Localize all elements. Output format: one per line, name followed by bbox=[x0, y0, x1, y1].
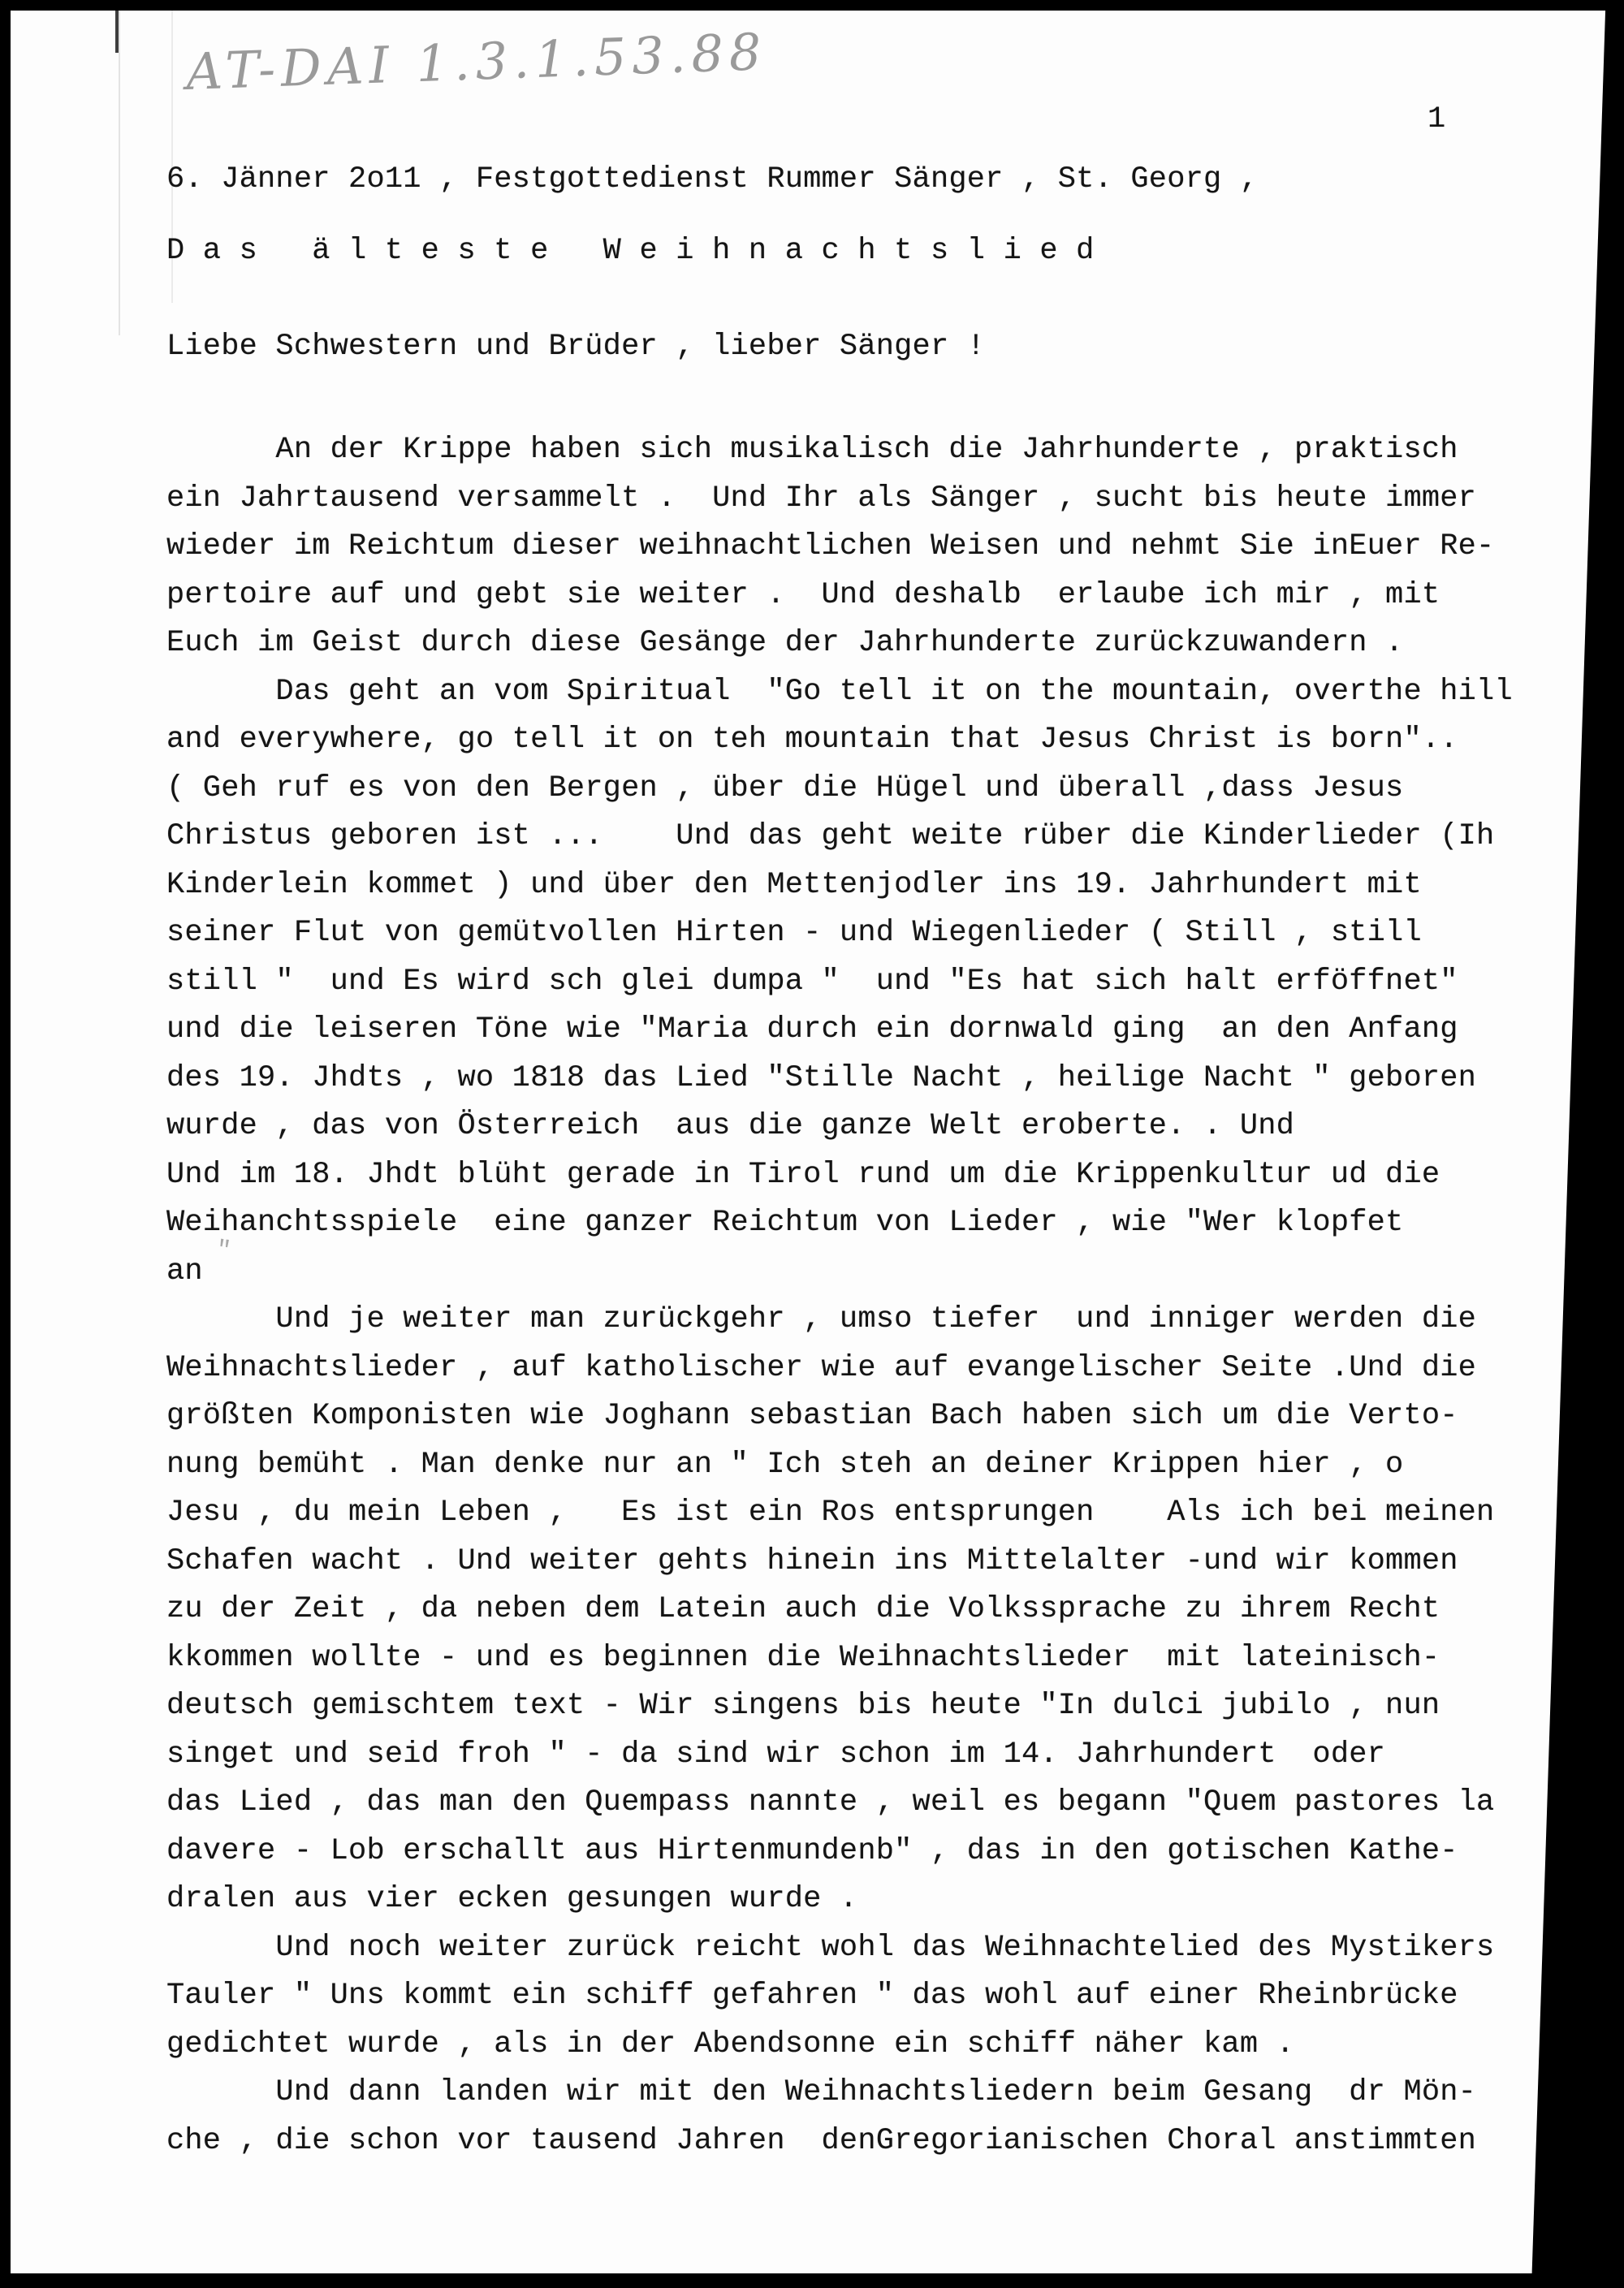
faint-pencil-quote-mark: " bbox=[214, 1236, 233, 1267]
typescript-line: Christus geboren ist ... Und das geht weite rüber die Kinderlieder (Ih bbox=[166, 819, 1495, 853]
typescript-line: das Lied , das man den Quempass nannte , weil es begann "Quem pastores la bbox=[166, 1785, 1495, 1820]
typescript-line: gedichtet wurde , als in der Abendsonne ein schiff näher kam . bbox=[166, 2027, 1295, 2061]
scan-border-right bbox=[1502, 0, 1624, 2288]
typescript-line: Weihanchtsspiele eine ganzer Reichtum von Lieder , wie "Wer klopfet bbox=[166, 1206, 1404, 1240]
scan-streak bbox=[119, 11, 120, 335]
typescript-line: an bbox=[166, 1254, 203, 1289]
typescript-body bbox=[166, 426, 1513, 2165]
date-line: 6. Jänner 2o11 , Festgottedienst Rummer Sänger , St. Georg , bbox=[166, 162, 1259, 196]
typescript-line: größten Komponisten wie Joghann sebastian Bach haben sich um die Verto- bbox=[166, 1399, 1458, 1433]
typescript-line: singet und seid froh " - da sind wir schon im 14. Jahrhundert oder bbox=[166, 1737, 1386, 1772]
typescript-line: nung bemüht . Man denke nur an " Ich steh an deiner Krippen hier , o bbox=[166, 1447, 1404, 1482]
typescript-line: ein Jahrtausend versammelt . Und Ihr als Sänger , sucht bis heute immer bbox=[166, 481, 1477, 516]
typescript-line: Und im 18. Jhdt blüht gerade in Tirol rund um die Krippenkultur ud die bbox=[166, 1157, 1440, 1192]
typescript-line: Das geht an vom Spiritual "Go tell it on the mountain, overthe hill bbox=[166, 674, 1513, 709]
salutation-line: Liebe Schwestern und Brüder , lieber Sänger ! bbox=[166, 330, 986, 364]
typescript-line: Schafen wacht . Und weiter gehts hinein ins Mittelalter -und wir kommen bbox=[166, 1543, 1458, 1578]
typescript-line: und die leiseren Töne wie "Maria durch ein dornwald ging an den Anfang bbox=[166, 1012, 1458, 1047]
typescript-line: Kinderlein kommet ) und über den Mettenjodler ins 19. Jahrhundert mit bbox=[166, 867, 1422, 902]
typescript-line: Und je weiter man zurückgehr , umso tiefer und inniger werden die bbox=[166, 1302, 1477, 1336]
typescript-line: Und noch weiter zurück reicht wohl das Weihnachtelied des Mystikers bbox=[166, 1930, 1495, 1965]
typescript-line: Euch im Geist durch diese Gesänge der Jahrhunderte zurückzuwandern . bbox=[166, 626, 1404, 660]
typescript-line: seiner Flut von gemütvollen Hirten - und Wiegenlieder ( Still , still bbox=[166, 916, 1422, 950]
scan-border-top bbox=[0, 0, 1624, 11]
pencil-archive-annotation: AT-DAI 1.3.1.53.88 bbox=[185, 22, 768, 101]
typescript-line: ( Geh ruf es von den Bergen , über die Hügel und überall ,dass Jesus bbox=[166, 771, 1404, 805]
typescript-line: wurde , das von Österreich aus die ganze Welt eroberte. . Und bbox=[166, 1109, 1295, 1143]
page-number: 1 bbox=[1427, 102, 1446, 136]
typescript-line: zu der Zeit , da neben dem Latein auch die Volkssprache zu ihrem Recht bbox=[166, 1592, 1440, 1626]
scan-border-left bbox=[0, 0, 11, 2288]
typescript-line: still " und Es wird sch glei dumpa " und "Es hat sich halt erföffnet" bbox=[166, 964, 1458, 999]
typescript-line: Und dann landen wir mit den Weihnachtsliedern beim Gesang dr Mön- bbox=[166, 2075, 1477, 2109]
typescript-line: dralen aus vier ecken gesungen wurde . bbox=[166, 1882, 858, 1916]
typescript-line: pertoire auf und gebt sie weiter . Und deshalb erlaube ich mir , mit bbox=[166, 577, 1440, 612]
typescript-line: des 19. Jhdts , wo 1818 das Lied "Stille Nacht , heilige Nacht " geboren bbox=[166, 1060, 1477, 1095]
typescript-line: kkommen wollte - und es beginnen die Weihnachtslieder mit lateinisch- bbox=[166, 1640, 1440, 1675]
typescript-line: Jesu , du mein Leben , Es ist ein Ros entsprungen Als ich bei meinen bbox=[166, 1496, 1495, 1530]
document-title: D a s ä l t e s t e W e i h n a c h t s l i e d bbox=[166, 234, 1095, 268]
typescript-line: An der Krippe haben sich musikalisch die Jahrhunderte , praktisch bbox=[166, 433, 1458, 467]
typescript-line: deutsch gemischtem text - Wir singens bis heute "In dulci jubilo , nun bbox=[166, 1689, 1440, 1723]
typescript-line: davere - Lob erschallt aus Hirtenmundenb" , das in den gotischen Kathe- bbox=[166, 1833, 1458, 1868]
typescript-line: che , die schon vor tausend Jahren denGregorianischen Choral anstimmten bbox=[166, 2123, 1477, 2158]
typescript-line: Tauler " Uns kommt ein schiff gefahren " das wohl auf einer Rheinbrücke bbox=[166, 1979, 1458, 2013]
typescript-line: Weihnachtslieder , auf katholischer wie auf evangelischer Seite .Und die bbox=[166, 1350, 1477, 1385]
typescript-line: and everywhere, go tell it on teh mountain that Jesus Christ is born".. bbox=[166, 723, 1458, 757]
typescript-line: wieder im Reichtum dieser weihnachtlichen Weisen und nehmt Sie inEuer Re- bbox=[166, 529, 1495, 563]
scan-border-bottom bbox=[0, 2273, 1624, 2288]
